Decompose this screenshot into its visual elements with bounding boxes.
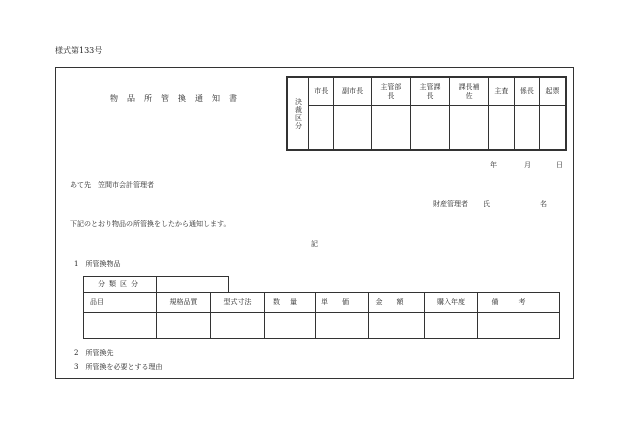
approval-col-drafter: 起票 bbox=[540, 77, 566, 106]
approval-col-assistant: 課長補佐 bbox=[450, 77, 489, 106]
classification-label: 分類区分 bbox=[84, 277, 157, 293]
item-cell[interactable] bbox=[157, 313, 211, 339]
date-year: 年 bbox=[490, 161, 497, 169]
approval-col-supervisor: 係長 bbox=[514, 77, 539, 106]
approval-seal-cell[interactable] bbox=[410, 106, 449, 151]
sender-name-prefix: 氏 bbox=[483, 200, 490, 208]
form-number: 様式第133号 bbox=[55, 46, 103, 55]
sender-title: 財産管理者 bbox=[433, 200, 468, 208]
approval-col-dept-head: 主管部長 bbox=[371, 77, 410, 106]
item-cell[interactable] bbox=[84, 313, 157, 339]
item-cell[interactable] bbox=[478, 313, 560, 339]
approval-seal-cell[interactable] bbox=[371, 106, 410, 151]
section-1: 1 所管換物品 bbox=[74, 260, 121, 268]
col-amount: 金額 bbox=[369, 293, 425, 313]
notice-text: 下記のとおり物品の所管換をしたから通知します。 bbox=[70, 220, 231, 228]
date-day: 日 bbox=[556, 161, 563, 169]
items-table bbox=[83, 292, 560, 339]
approval-table bbox=[286, 76, 567, 151]
col-quantity: 数量 bbox=[265, 293, 316, 313]
sender-name-suffix: 名 bbox=[540, 200, 547, 208]
ki-label: 記 bbox=[311, 240, 318, 248]
date-month: 月 bbox=[524, 161, 531, 169]
approval-col-chief: 主査 bbox=[489, 77, 514, 106]
approval-seal-cell[interactable] bbox=[540, 106, 566, 151]
approval-seal-cell[interactable] bbox=[309, 106, 334, 151]
approval-col-mayor: 市長 bbox=[309, 77, 334, 106]
approval-seal-cell[interactable] bbox=[489, 106, 514, 151]
section-2: 2 所管換先 bbox=[74, 349, 114, 357]
col-purchase-year: 購入年度 bbox=[425, 293, 478, 313]
col-item: 品目 bbox=[84, 293, 157, 313]
col-model: 型式寸法 bbox=[211, 293, 265, 313]
approval-label: 決裁区分 bbox=[287, 77, 309, 150]
approval-col-section-head: 主管課長 bbox=[410, 77, 449, 106]
item-cell[interactable] bbox=[369, 313, 425, 339]
col-unit-price: 単価 bbox=[316, 293, 369, 313]
approval-seal-cell[interactable] bbox=[514, 106, 539, 151]
approval-seal-cell[interactable] bbox=[450, 106, 489, 151]
approval-col-vice-mayor: 副市長 bbox=[334, 77, 371, 106]
item-cell[interactable] bbox=[265, 313, 316, 339]
classification-table bbox=[83, 276, 229, 293]
col-remarks: 備考 bbox=[478, 293, 560, 313]
item-cell[interactable] bbox=[211, 313, 265, 339]
approval-seal-cell[interactable] bbox=[334, 106, 371, 151]
section-3: 3 所管換を必要とする理由 bbox=[74, 363, 163, 371]
col-spec: 規格品質 bbox=[157, 293, 211, 313]
addressee: あて先 笠間市会計管理者 bbox=[70, 181, 154, 189]
item-cell[interactable] bbox=[425, 313, 478, 339]
item-cell[interactable] bbox=[316, 313, 369, 339]
classification-value[interactable] bbox=[157, 277, 229, 293]
form-title: 物品所管換通知書 bbox=[110, 94, 246, 103]
